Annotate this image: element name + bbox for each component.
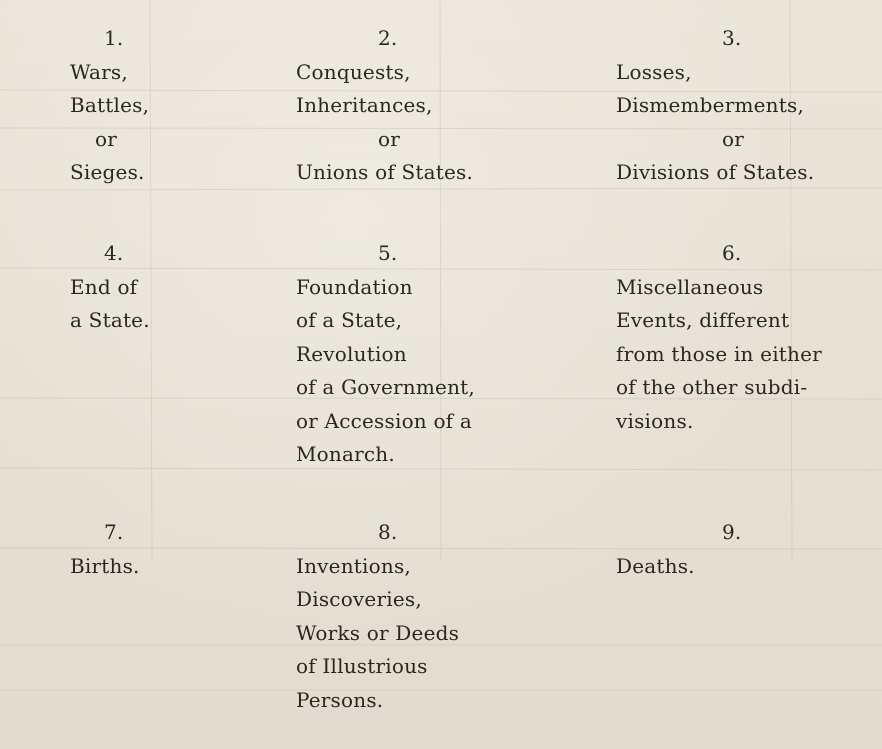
category-number: 8. <box>378 520 398 544</box>
category-line: or Accession of a <box>296 408 472 433</box>
category-1 <box>70 22 270 190</box>
category-line: Monarch. <box>296 442 395 466</box>
category-line: or <box>378 126 401 151</box>
category-line: Events, different <box>616 308 790 332</box>
category-line: of the other subdi- <box>616 375 808 399</box>
category-line: Unions of States. <box>296 160 474 184</box>
category-line: of a State, <box>296 308 403 332</box>
category-5 <box>296 237 576 472</box>
category-9 <box>616 516 876 583</box>
category-6 <box>616 237 876 438</box>
category-number: 6. <box>722 241 742 265</box>
category-line: Works or Deeds <box>296 620 460 645</box>
category-line: from those in either <box>616 341 822 366</box>
category-line: Discoveries, <box>296 587 422 611</box>
category-line: Births. <box>70 553 140 578</box>
category-line: Sieges. <box>70 160 145 184</box>
category-line: or <box>722 126 745 151</box>
category-line: End of <box>70 274 138 299</box>
category-line: Conquests, <box>296 59 411 84</box>
category-line: Revolution <box>296 341 407 366</box>
category-number: 9. <box>722 520 742 544</box>
category-line: Foundation <box>296 274 413 299</box>
category-line: Dismemberments, <box>616 93 804 117</box>
category-number: 3. <box>722 26 742 50</box>
category-line: Divisions of States. <box>616 160 815 184</box>
category-line: Persons. <box>296 687 384 712</box>
category-line: visions. <box>616 408 694 433</box>
category-number: 1. <box>104 26 124 50</box>
category-line: Losses, <box>616 59 692 84</box>
category-4 <box>70 237 270 338</box>
category-line: Deaths. <box>616 553 695 578</box>
category-line: Wars, <box>70 59 128 84</box>
category-line: Inheritances, <box>296 93 433 117</box>
category-3 <box>616 22 876 190</box>
category-2 <box>296 22 576 190</box>
category-line: or <box>95 126 118 151</box>
category-number: 7. <box>104 520 124 544</box>
category-line: Battles, <box>70 93 150 117</box>
category-number: 2. <box>378 26 398 50</box>
category-line: Inventions, <box>296 553 411 578</box>
category-line: a State. <box>70 308 150 332</box>
category-number: 4. <box>104 241 124 265</box>
category-line: of Illustrious <box>296 654 428 678</box>
category-8 <box>296 516 576 717</box>
category-7 <box>70 516 270 583</box>
category-line: of a Government, <box>296 375 475 399</box>
category-line: Miscellaneous <box>616 274 764 299</box>
category-number: 5. <box>378 241 398 265</box>
